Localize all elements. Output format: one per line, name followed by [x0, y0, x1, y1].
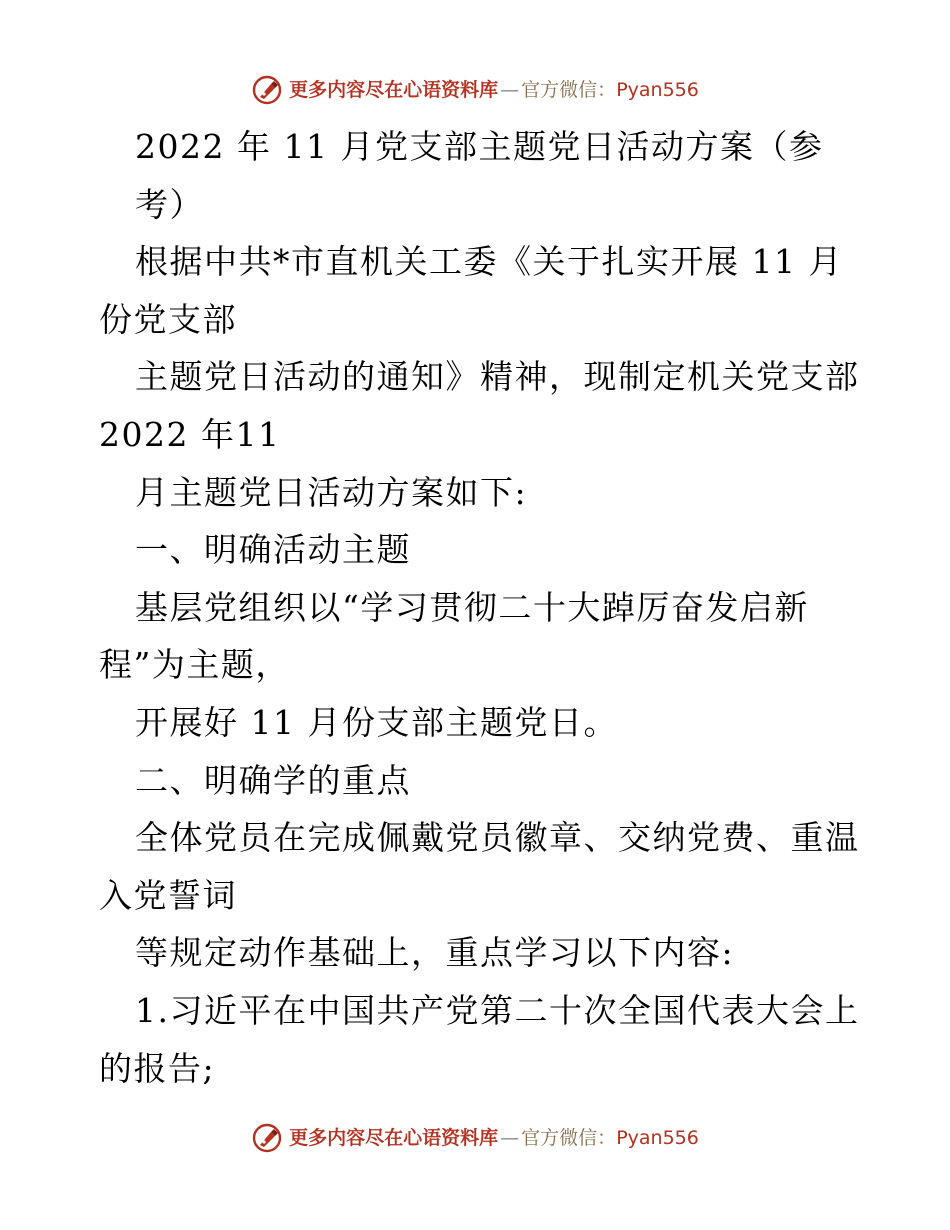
- watermark-wechat-id: Pyan556: [616, 79, 699, 101]
- doc-paragraph-line: 主题党日活动的通知》精神，现制定机关党支部: [135, 357, 860, 397]
- doc-section-heading: 一、明确活动主题: [135, 530, 411, 570]
- doc-paragraph-line: 基层党组织以“学习贯彻二十大踔厉奋发启新: [135, 587, 809, 627]
- doc-list-item: 的报告;: [99, 1048, 216, 1088]
- watermark-footer: [0, 1118, 950, 1158]
- doc-section-heading: 二、明确学的重点: [135, 760, 411, 800]
- doc-paragraph-line: 入党誓词: [99, 875, 237, 915]
- pen-nib-seal-icon: [251, 1122, 283, 1154]
- watermark-wechat-id: Pyan556: [616, 1127, 699, 1149]
- doc-paragraph-line: 2022 年11: [99, 414, 281, 454]
- pen-nib-seal-icon: [251, 74, 283, 106]
- doc-title-line-1: 2022 年 11 月党支部主题党日活动方案（参: [135, 127, 824, 166]
- watermark-dash: —: [500, 1127, 520, 1149]
- watermark-main-text: 更多内容尽在心语资料库: [289, 1127, 499, 1149]
- watermark-sub-text: 官方微信：: [521, 1127, 617, 1149]
- document-body: [99, 118, 859, 1097]
- doc-title-line-2: 考）: [135, 184, 204, 224]
- doc-paragraph-line: 根据中共*市直机关工委《关于扎实开展 11 月: [135, 242, 843, 282]
- doc-paragraph-line: 程”为主题，: [99, 645, 290, 685]
- watermark-sub-text: 官方微信：: [521, 79, 617, 101]
- watermark-dash: —: [500, 79, 520, 101]
- watermark-main-text: 更多内容尽在心语资料库: [289, 79, 499, 101]
- doc-list-item: 1.习近平在中国共产党第二十次全国代表大会上: [135, 990, 860, 1030]
- doc-paragraph-line: 开展好 11 月份支部主题党日。: [135, 702, 618, 742]
- doc-paragraph-line: 等规定动作基础上，重点学习以下内容:: [135, 933, 735, 973]
- doc-paragraph-line: 月主题党日活动方案如下:: [135, 472, 528, 512]
- doc-paragraph-line: 全体党员在完成佩戴党员徽章、交纳党费、重温: [135, 818, 860, 858]
- watermark-header: [0, 70, 950, 110]
- doc-paragraph-line: 份党支部: [99, 299, 237, 339]
